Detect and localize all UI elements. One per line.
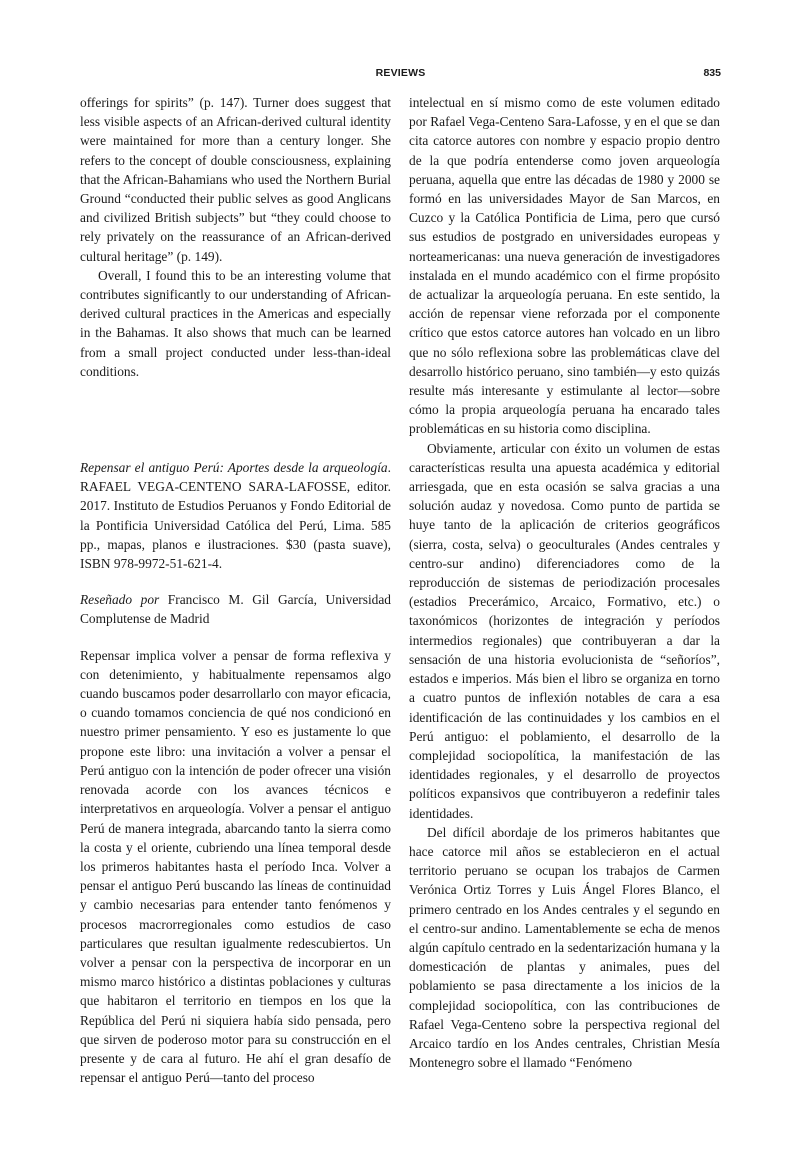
- book-title: Repensar el antiguo Perú: Aportes desde la arqueología: [80, 460, 388, 476]
- review-paragraph-2: Obviamente, articular con éxito un volumen de estas características resulta una apuesta académica y editorial arriesgada, que en esta ocasión se salva gracias a una solución audaz y novedosa. Como punto de partida se huye tanto de la aplicación de criterios geográficos (sierra, costa, selva) o geoculturales (Andes centrales y centro-sur andino) diferenciadores como de la reproducción de sistemas de periodización procesales (estadios Precerámico, Arcaico, Formativo, etc.) o taxonómicos (horizontes de integración y períodos intermedios regionales) que contribuyeran a dar la sensación de una historia evolucionista de “señoríos”, estados e imperios. Más bien el libro se organiza en torno a cuatro puntos de inflexión notables de cara a esa identificación de las continuidades y los cambios en el Perú antiguo: el poblamiento, el desarrollo de la complejidad sociopolítica, la manifestación de las identidades regionales, y el desarrollo de proyectos políticos expansivos que contribuyeron a redefinir tales identidades.: [409, 440, 720, 821]
- review-separator: [80, 381, 391, 458]
- right-column: [409, 93, 720, 1072]
- spacer: [80, 573, 391, 590]
- review-paragraph-1: Repensar implica volver a pensar de forma reflexiva y con detenimiento, y habitualmente repensamos algo cuando buscamos poder desarrollarlo con mayor eficacia, o cuando tomamos conciencia de qué nos condicionó en nuestro primer pensamiento. Y eso es justamente lo que propone este libro: una invitación a volver a pensar el Perú antiguo con la intención de poder ofrecer una visión renovada acorde con los avances técnicos e interpretativos en arqueología. Volver a pensar el antiguo Perú de manera integrada, abarcando tanto la sierra como la costa y el oriente, cubriendo una línea temporal desde los primeros habitantes hasta el período Inca. Volver a pensar el antiguo Perú buscando las líneas de continuidad y cambio necesarias para entender tanto fenómenos y procesos macrorregionales como estudios de caso particulares que resultan igualmente redescubiertos. Un volver a pensar con la perspectiva de incorporar en un mismo marco histórico a distintas poblaciones y culturas que habitaron el territorio en tiempos en los que la República del Perú ni siquiera había sido pensada, pero que sirven de poderoso motor para su construcción en el presente y de cara al futuro. He ahí el gran desafío de repensar el antiguo Perú—tanto del proceso: [80, 647, 391, 1086]
- running-header: [80, 67, 721, 83]
- review-paragraph-3: Del difícil abordaje de los primeros habitantes que hace catorce mil años se establecieron en el actual territorio peruano se ocupan los trabajos de Carmen Verónica Ortiz Torres y Luis Ángel Flores Blanco, el primero centrado en los Andes centrales y el segundo en el centro-sur andino. Lamentablemente se echa de menos algún capítulo centrado en la sedentarización humana y la domesticación de plantas y animales, pues del poblamiento se pasa directamente a los inicios de la complejidad sociopolítica, con las contribuciones de Rafael Vega-Centeno sobre la perspectiva regional del Arcaico tardío en los Andes centrales, Christian Mesía Montenegro sobre el llamado “Fenómeno: [409, 824, 720, 1071]
- reviewer-name: Francisco M. Gil García, Universidad Complutense de Madrid: [80, 592, 391, 627]
- page-number: 835: [703, 67, 721, 79]
- paragraph-continued: offerings for spirits” (p. 147). Turner does suggest that less visible aspects of an African-derived cultural identity were maintained for more than a century longer. She refers to the concept of double consciousness, explaining that the African-Bahamians who used the Northern Burial Ground “conducted their public selves as good Anglicans and civilized British subjects” but “they could choose to rely privately on the reassurance of an African-derived cultural heritage” (p. 149).: [80, 95, 391, 264]
- paragraph-conclusion: Overall, I found this to be an interesting volume that contributes significantly to our understanding of African-derived cultural practices in the Americas and especially in the Bahamas. It also shows that much can be learned from a small project conducted under less-than-ideal conditions.: [80, 267, 391, 379]
- review-paragraph-continued: intelectual en sí mismo como de este volumen editado por Rafael Vega-Centeno Sara-Lafosse, y en el que se dan cita catorce autores con nombre y espacio propio dentro de la que podría entenderse como joven arqueología peruana, aquella que entre las décadas de 1980 y 2000 se formó en las universidades Mayor de San Marcos, en Cuzco y la Católica Pontificia de Lima, pero que cursó sus estudios de postgrado en universidades europeas y norteamericanas: una nueva generación de investigadores instalada en el mundo académico con el firme propósito de actualizar la arqueología peruana. En este sentido, la acción de repensar viene reforzada por el componente crítico que estos catorce autores han volcado en un libro que no sólo reflexiona sobre las problemáticas clave del desarrollo histórico peruano, sino también—y esto quizás resulte más interesante y estimulante al lector—sobre cómo la propia arqueología peruana ha encarado tales problemáticas en su historia como disciplina.: [409, 95, 720, 437]
- running-title: REVIEWS: [375, 67, 426, 79]
- book-citation: [80, 458, 391, 573]
- book-details: . RAFAEL VEGA-CENTENO SARA-LAFOSSE, editor. 2017. Instituto de Estudios Peruanos y Fondo Editorial de la Pontificia Universidad Católica del Perú, Lima. 585 pp., mapas, planos e ilustraciones. $30 (pasta suave), ISBN 978-9972-51-621-4.: [80, 460, 391, 572]
- left-column: [80, 93, 391, 1087]
- reviewer-line: [80, 590, 391, 628]
- spacer: [80, 629, 391, 646]
- reviewer-prefix: Reseñado por: [80, 592, 160, 608]
